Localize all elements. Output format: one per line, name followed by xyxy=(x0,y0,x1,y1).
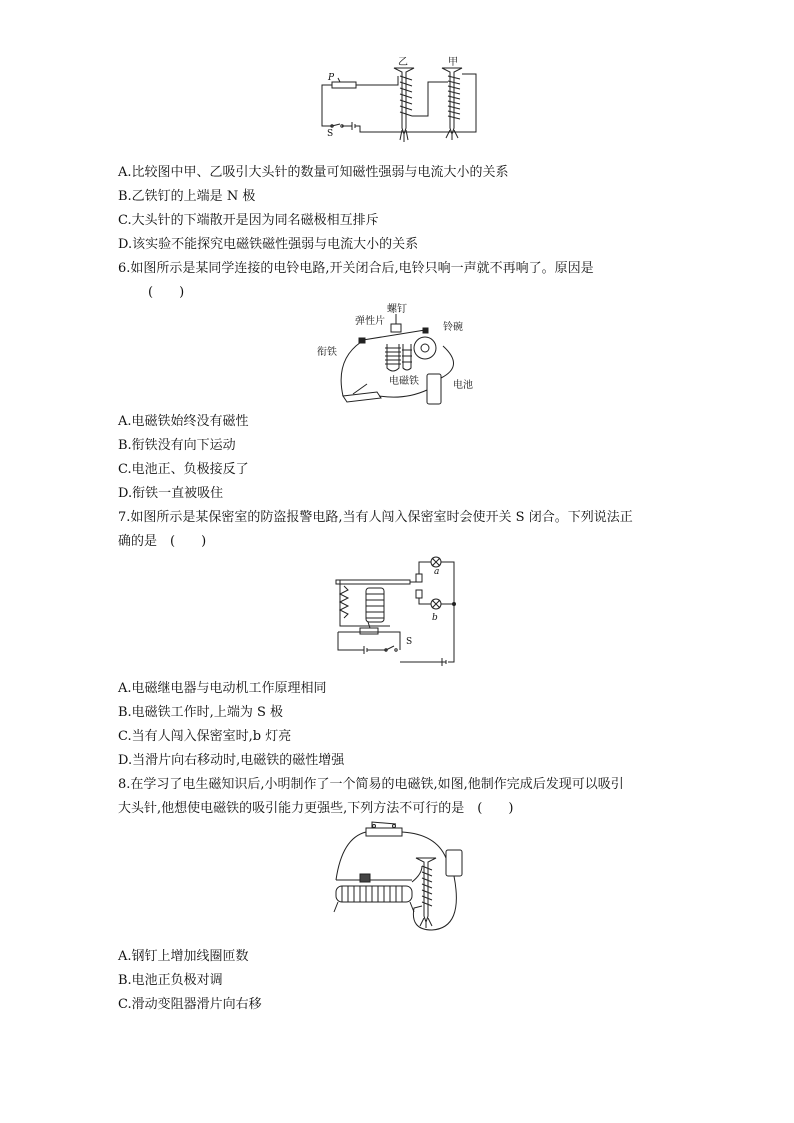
q7-option-a: A.电磁继电器与电动机工作原理相同 xyxy=(118,681,327,696)
q5-label-jia: 甲 xyxy=(448,57,458,68)
q6-stem-line2: ( ) xyxy=(148,285,185,300)
q6-stem-line1: 6.如图所示是某同学连接的电铃电路,开关闭合后,电铃只响一声就不再响了。原因是 xyxy=(118,261,594,276)
q8-option-a: A.钢钉上增加线圈匝数 xyxy=(118,949,249,964)
q5-label-p: P xyxy=(328,73,335,83)
q7-figure xyxy=(330,556,465,666)
q6-figure xyxy=(315,300,495,410)
q7-label-s: S xyxy=(406,637,413,647)
q7-stem-line1: 7.如图所示是某保密室的防盗报警电路,当有人闯入保密室时会使开关 S 闭合。下列说法正 xyxy=(118,510,633,525)
q8-option-c: C.滑动变阻器滑片向右移 xyxy=(118,997,262,1012)
q6-label-armature: 衔铁 xyxy=(317,347,337,358)
q7-option-d: D.当滑片向右移动时,电磁铁的磁性增强 xyxy=(118,753,345,768)
q6-label-battery: 电池 xyxy=(453,380,473,391)
q7-label-b: b xyxy=(432,613,438,623)
q5-option-a: A.比较图中甲、乙吸引大头针的数量可知磁性强弱与电流大小的关系 xyxy=(118,165,509,180)
q5-option-d: D.该实验不能探究电磁铁磁性强弱与电流大小的关系 xyxy=(118,237,419,252)
q8-option-b: B.电池正负极对调 xyxy=(118,973,223,988)
q6-label-spring: 弹性片 xyxy=(355,316,385,327)
q5-label-s: S xyxy=(327,129,334,139)
q6-label-screw: 螺钉 xyxy=(387,304,407,315)
q6-label-electromagnet: 电磁铁 xyxy=(389,376,419,387)
q8-figure xyxy=(326,818,476,940)
q5-option-c: C.大头针的下端散开是因为同名磁极相互排斥 xyxy=(118,213,379,228)
q5-label-yi: 乙 xyxy=(398,57,408,68)
q7-stem-line2: 确的是 ( ) xyxy=(118,534,207,549)
q7-option-c: C.当有人闯入保密室时,b 灯亮 xyxy=(118,729,292,744)
q8-stem-line1: 8.在学习了电生磁知识后,小明制作了一个简易的电磁铁,如图,他制作完成后发现可以吸引 xyxy=(118,777,624,792)
q5-figure xyxy=(318,54,488,150)
q6-option-d: D.衔铁一直被吸住 xyxy=(118,486,224,501)
q6-label-bell: 铃碗 xyxy=(443,322,463,333)
q6-option-c: C.电池正、负极接反了 xyxy=(118,462,249,477)
q7-label-a: a xyxy=(434,567,440,577)
q7-option-b: B.电磁铁工作时,上端为 S 极 xyxy=(118,705,283,720)
q6-option-b: B.衔铁没有向下运动 xyxy=(118,438,236,453)
q6-option-a: A.电磁铁始终没有磁性 xyxy=(118,414,249,429)
q5-option-b: B.乙铁钉的上端是 N 极 xyxy=(118,189,256,204)
q8-stem-line2: 大头针,他想使电磁铁的吸引能力更强些,下列方法不可行的是 ( ) xyxy=(118,801,514,816)
